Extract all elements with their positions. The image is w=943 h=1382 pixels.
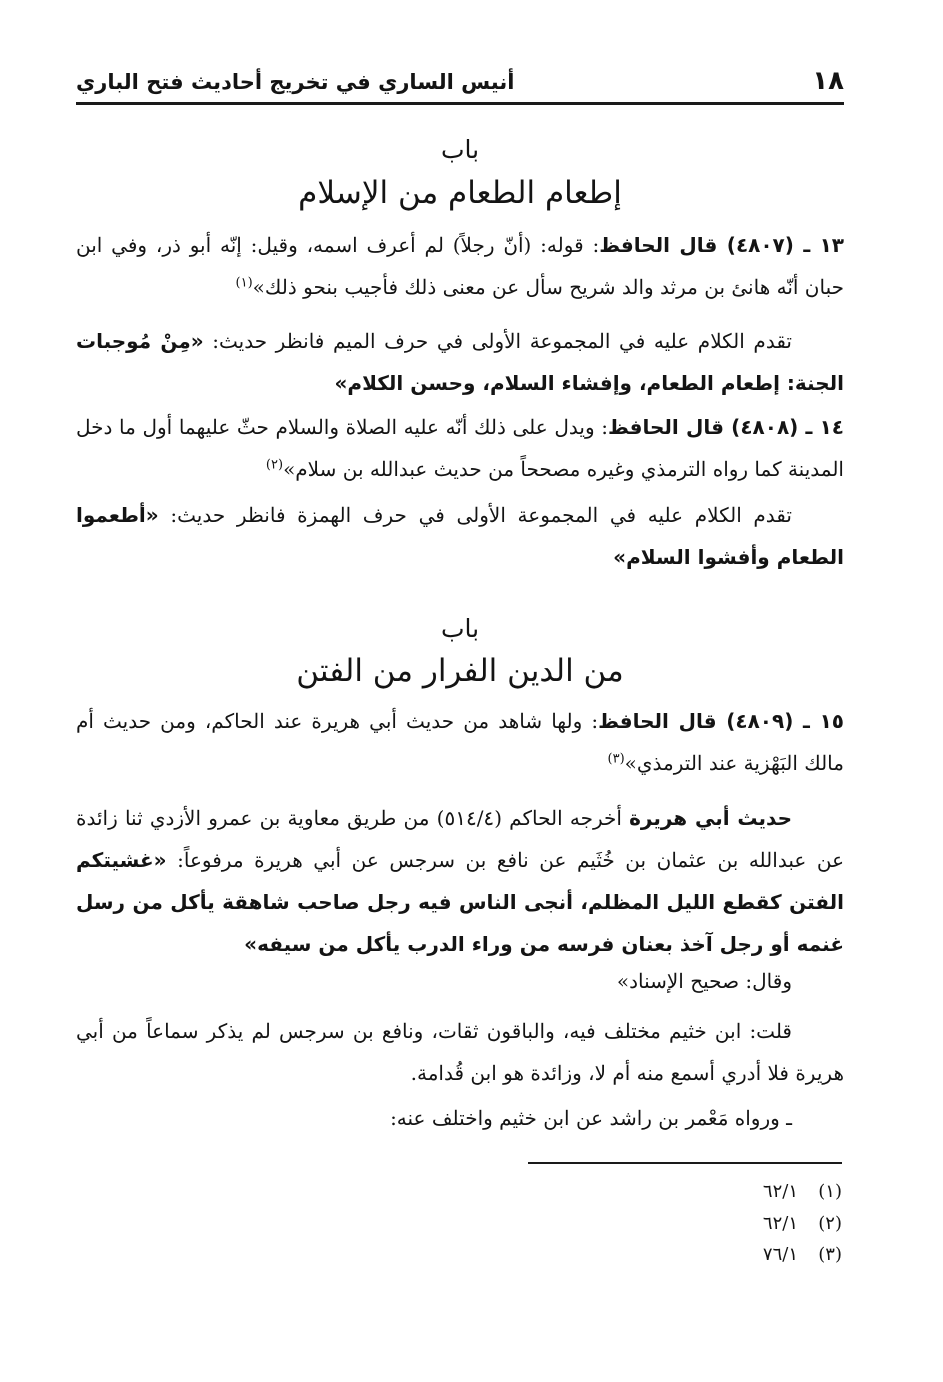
hakim-grading: وقال: صحيح الإسناد» [616, 969, 792, 993]
footnote-ref-text: ٦٢/١ [762, 1181, 798, 1202]
footnote-ref: (٢) [265, 457, 284, 473]
hadith-takhrij [76, 797, 844, 965]
book-title: أنيس الساري في تخريج أحاديث فتح الباري [76, 70, 515, 94]
hadith-entry-15 [76, 700, 844, 784]
footnote-ref-text: ٦٢/١ [762, 1213, 798, 1234]
footnote-mark: (٢) [818, 1213, 842, 1234]
isnad-text: أخرجه الحاكم (٥١٤/٤) من طريق معاوية بن عمرو الأزدي ثنا زائدة عن عبدالله بن عثمان بن خُثَيم عن نافع بن سرجس عن أبي هريرة مرفوعاً: [76, 806, 845, 872]
chapter-label: باب [440, 614, 480, 643]
riwayah-line: ـ ورواه مَعْمر بن راشد عن ابن خثيم واختلف عنه: [390, 1106, 792, 1130]
footnote-2 [600, 1210, 842, 1238]
footnote-mark: (١) [818, 1181, 842, 1202]
chapter-title: إطعام الطعام من الإسلام [298, 175, 622, 211]
footnote-ref-text: ٧٦/١ [762, 1244, 798, 1265]
hadith-matn: «غشيتكم الفتن كقطع الليل المظلم، أنجى الناس فيه رجل صاحب شاهقة يأكل من رسل غنمه أو رجل آخذ بعنان فرسه من وراء الدرب يأكل من سيفه» [76, 848, 844, 956]
takhrij-note-13 [76, 320, 844, 404]
page-header [76, 64, 844, 105]
footnote-1 [600, 1178, 842, 1206]
hadith-entry-13 [76, 224, 844, 308]
note-text: تقدم الكلام عليه في المجموعة الأولى في حرف الهمزة فانظر حديث: [158, 503, 792, 527]
footnote-divider [528, 1162, 842, 1164]
hadith-title: «أطعموا الطعام وأفشوا السلام» [76, 503, 844, 569]
footnote-mark: (٣) [818, 1244, 842, 1265]
footnote-ref: (١) [235, 275, 253, 291]
entry-text: : ولها شاهد من حديث أبي هريرة عند الحاكم، ومن حديث أم مالك البَهْزية عند الترمذي» [76, 709, 844, 775]
author-comment: قلت: ابن خثيم مختلف فيه، والباقون ثقات، ونافع بن سرجس لم يذكر سماعاً من أبي هريرة فلا أدري أسمع منه أم لا، وزائدة هو ابن قُدامة. [76, 1019, 844, 1085]
takhrij-note-14 [76, 494, 844, 578]
footnote-3 [600, 1241, 842, 1269]
entry-number: ١٣ ـ (٤٨٠٧) قال الحافظ [599, 233, 845, 257]
hadith-title: «مِنْ مُوجبات الجنة: إطعام الطعام، وإفشاء السلام، وحسن الكلام» [76, 329, 844, 395]
chapter-label: باب [440, 135, 480, 164]
entry-number: ١٤ ـ (٤٨٠٨) قال الحافظ [607, 415, 845, 439]
chapter-title: من الدين الفرار من الفتن [296, 653, 624, 689]
entry-text: : ويدل على ذلك أنّه عليه الصلاة والسلام حثّ عليهما أول ما دخل المدينة كما رواه الترمذي وغيره مصححاً من حديث عبدالله بن سلام» [76, 415, 844, 481]
entry-text: : قوله: (أنّ رجلاً) لم أعرف اسمه، وقيل: إنّه أبو ذر، وفي ابن حبان أنّه هانئ بن مرثد والد شريح سأل عن معنى ذلك فأجيب بنحو ذلك» [76, 233, 844, 299]
hadith-source: حديث أبي هريرة [629, 806, 792, 830]
note-text: تقدم الكلام عليه في المجموعة الأولى في حرف الميم فانظر حديث: [203, 329, 793, 353]
entry-number: ١٥ ـ (٤٨٠٩) قال الحافظ [598, 709, 844, 733]
hadith-entry-14 [76, 406, 844, 490]
page-number: ١٨ [812, 66, 844, 96]
footnote-ref: (٣) [607, 751, 625, 767]
